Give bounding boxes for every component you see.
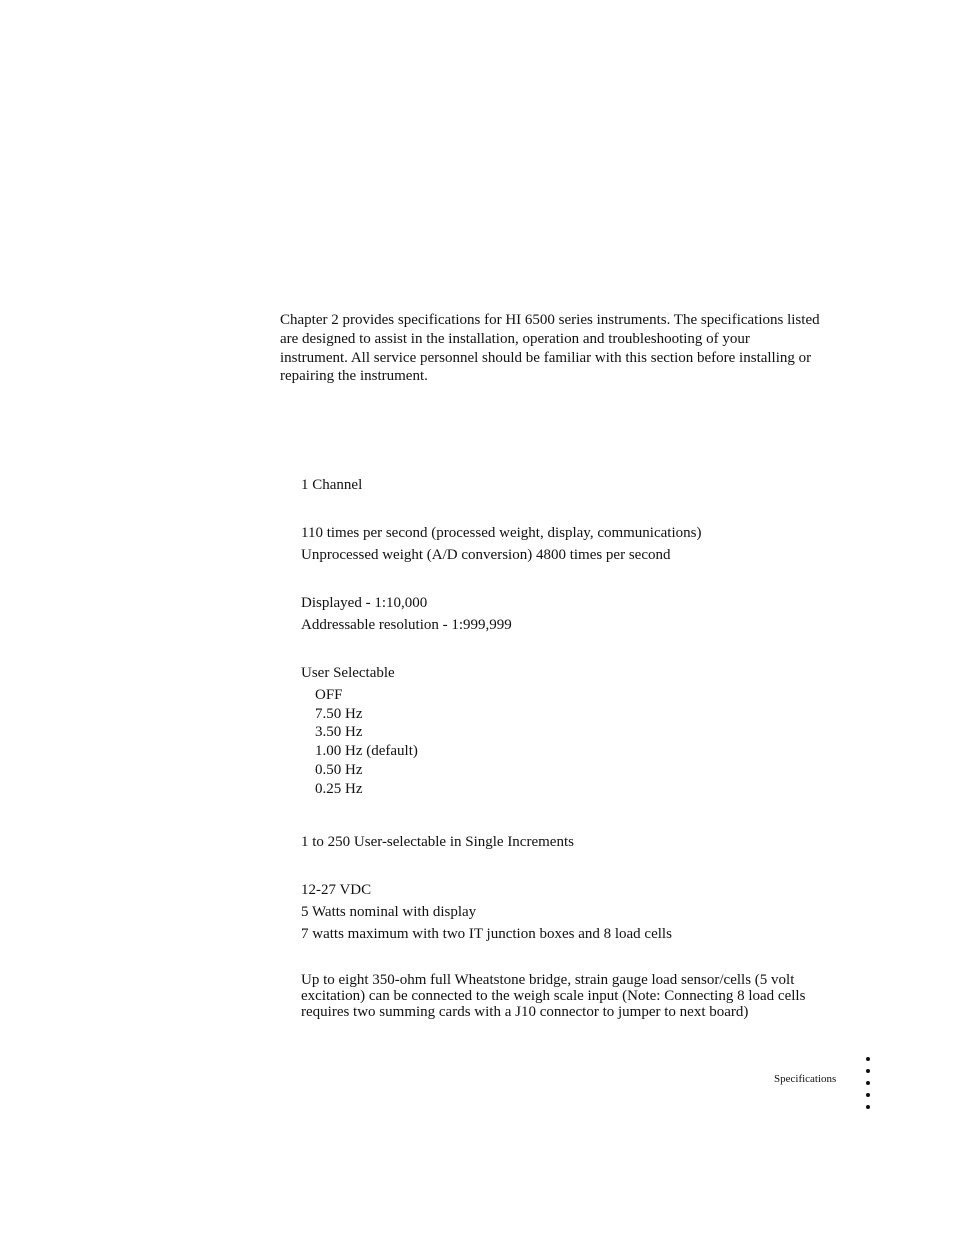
dot-icon xyxy=(866,1081,870,1085)
filter-option: 3.50 Hz xyxy=(315,724,363,740)
dot-icon xyxy=(866,1105,870,1109)
dot-icon xyxy=(866,1057,870,1061)
update-rate-unprocessed: Unprocessed weight (A/D conversion) 4800 times per second xyxy=(301,547,671,563)
intro-paragraph: Chapter 2 provides specifications for HI 6500 series instruments. The specifications listed are designed to assist in the installation, operation and troubleshooting of your instrument. All service personnel should be familiar with this section before installing or repairing the instrument. xyxy=(280,312,820,385)
footer-section-label: Specifications xyxy=(774,1073,837,1085)
power-nominal: 5 Watts nominal with display xyxy=(301,904,477,920)
filter-heading: User Selectable xyxy=(301,665,395,681)
load-cell-description: Up to eight 350-ohm full Wheatstone bridge, strain gauge load sensor/cells (5 volt excitation) can be connected to the weigh scale input (Note: Connecting 8 load cells requires two summing cards with a J10 connector to jumper to next board) xyxy=(301,972,806,1020)
filter-option: 0.25 Hz xyxy=(315,781,363,797)
update-rate-processed: 110 times per second (processed weight, display, communications) xyxy=(301,525,702,541)
filter-option: OFF xyxy=(315,687,343,703)
filter-option: 7.50 Hz xyxy=(315,706,363,722)
resolution-displayed: Displayed - 1:10,000 xyxy=(301,595,428,611)
power-maximum: 7 watts maximum with two IT junction boxes and 8 load cells xyxy=(301,926,672,942)
filter-option: 1.00 Hz (default) xyxy=(315,743,418,759)
filter-option: 0.50 Hz xyxy=(315,762,363,778)
resolution-addressable: Addressable resolution - 1:999,999 xyxy=(301,617,512,633)
dot-icon xyxy=(866,1069,870,1073)
averages-value: 1 to 250 User-selectable in Single Increments xyxy=(301,834,574,850)
power-voltage: 12-27 VDC xyxy=(301,882,372,898)
channels-value: 1 Channel xyxy=(301,477,363,493)
dot-icon xyxy=(866,1093,870,1097)
